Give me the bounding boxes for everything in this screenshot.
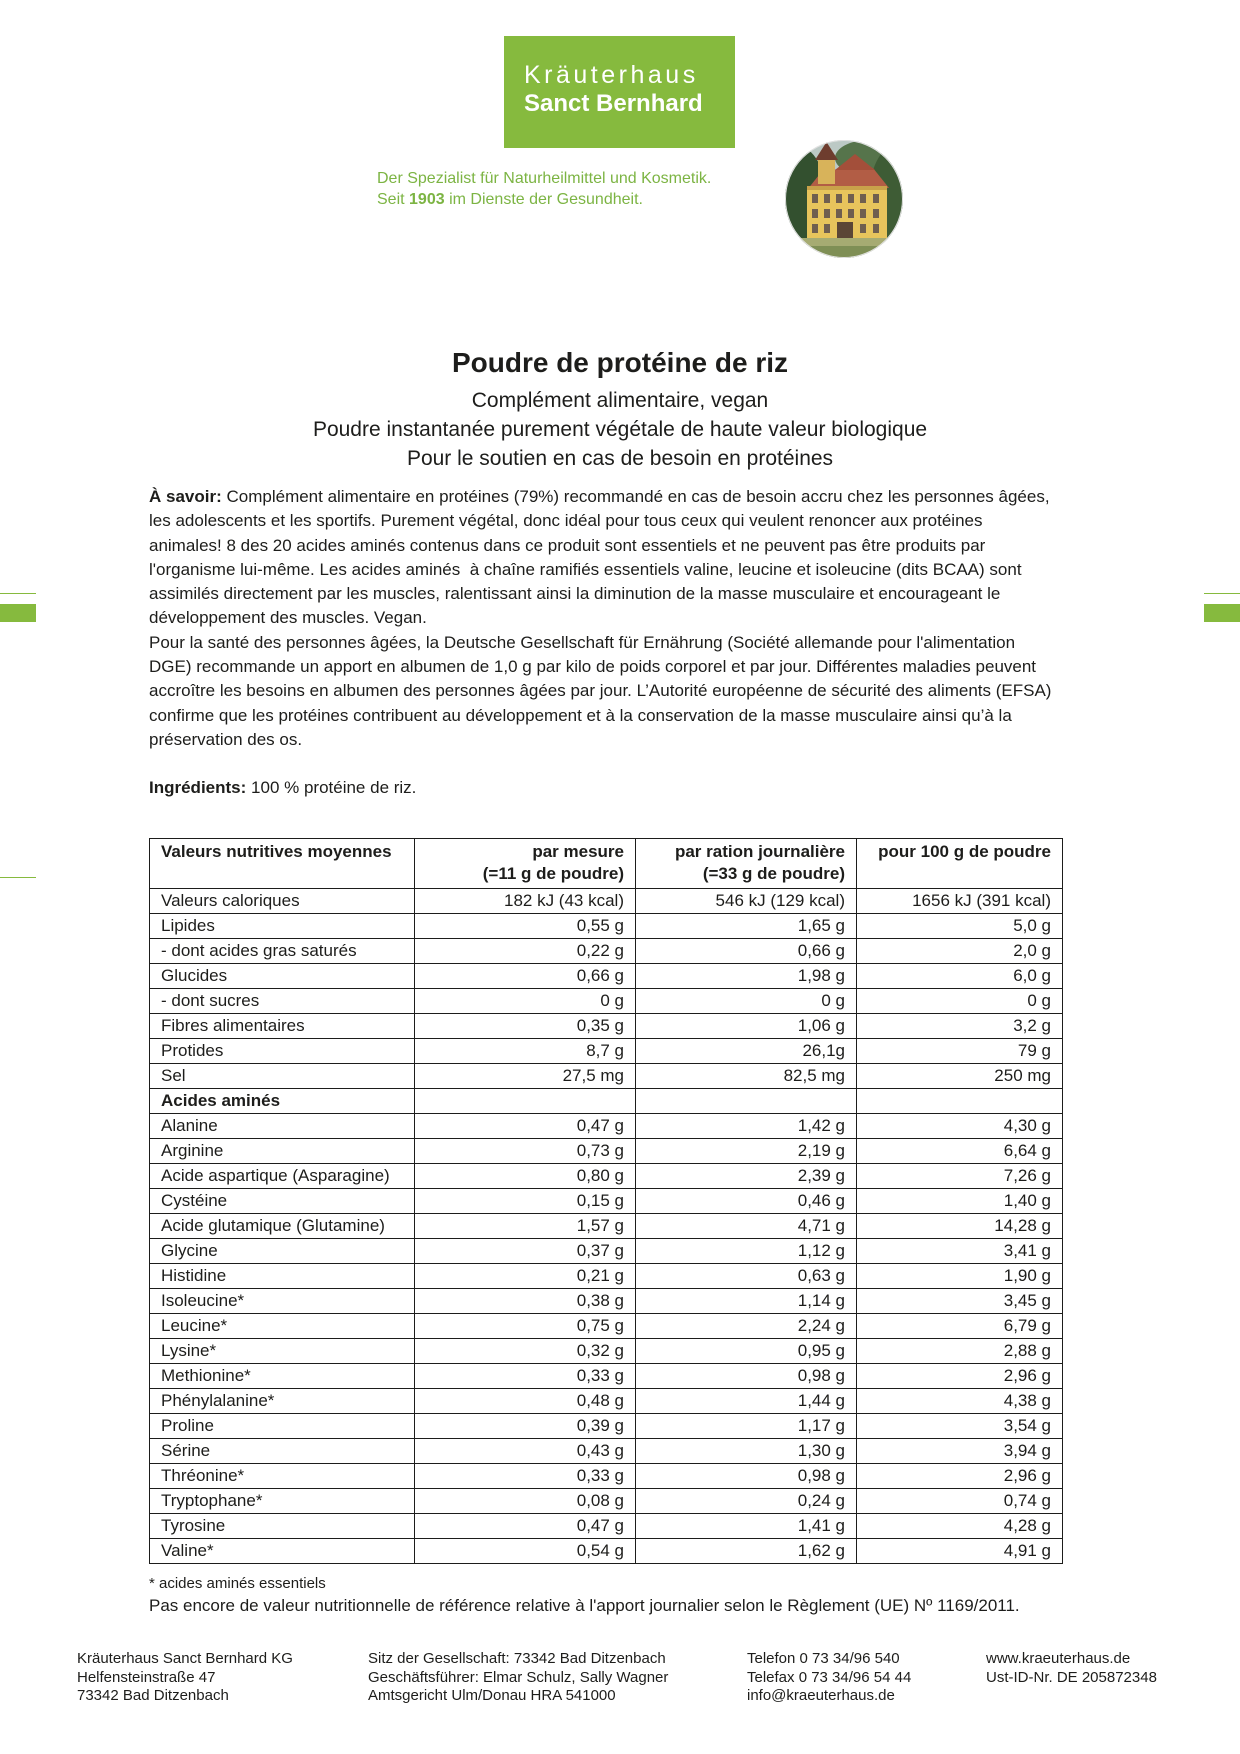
footer-line: Sitz der Gesellschaft: 73342 Bad Ditzenbach — [368, 1650, 666, 1667]
per-day-cell: 1,14 g — [636, 1289, 857, 1314]
footer-line: Amtsgericht Ulm/Donau HRA 541000 — [368, 1687, 616, 1704]
table-row — [150, 1264, 1063, 1289]
header-nutrient — [150, 839, 415, 889]
per-day-cell: 0,98 g — [636, 1364, 857, 1389]
header-text: par ration journalière — [674, 842, 845, 861]
table-row — [150, 1339, 1063, 1364]
per-day-cell: 26,1g — [636, 1039, 857, 1064]
per-day-cell: 1,65 g — [636, 914, 857, 939]
intro-line — [149, 485, 1051, 509]
per-100g-cell: 4,91 g — [857, 1539, 1063, 1564]
per-dose-cell: 0,32 g — [415, 1339, 636, 1364]
per-day-cell: 0,98 g — [636, 1464, 857, 1489]
per-dose-cell: 182 kJ (43 kcal) — [415, 889, 636, 914]
nutrition-table — [149, 838, 1063, 1564]
per-100g-cell: 1656 kJ (391 kcal) — [857, 889, 1063, 914]
brand-logo — [504, 36, 735, 148]
table-row — [150, 1189, 1063, 1214]
nutrient-name-cell: Glycine — [150, 1239, 415, 1264]
nutrient-name-cell: Valeurs caloriques — [150, 889, 415, 914]
per-day-cell: 0,46 g — [636, 1189, 857, 1214]
header-text: par mesure — [532, 842, 624, 861]
header-text: pour 100 g de poudre — [878, 842, 1051, 861]
intro-paragraph — [149, 485, 1051, 752]
nutrient-name-cell: Tryptophane* — [150, 1489, 415, 1514]
nutrient-name-cell: Fibres alimentaires — [150, 1014, 415, 1039]
ingredients-text: 100 % protéine de riz. — [251, 778, 417, 797]
intro-label: À savoir: — [149, 487, 222, 506]
nutrient-name-cell: Acide glutamique (Glutamine) — [150, 1214, 415, 1239]
nutrient-name-cell: Valine* — [150, 1539, 415, 1564]
per-dose-cell: 0,75 g — [415, 1314, 636, 1339]
per-100g-cell: 4,30 g — [857, 1114, 1063, 1139]
per-day-cell: 1,06 g — [636, 1014, 857, 1039]
per-100g-cell: 2,96 g — [857, 1364, 1063, 1389]
footer-phone: Telefon 0 73 34/96 540 — [747, 1650, 900, 1667]
table-row — [150, 939, 1063, 964]
footer-line: 73342 Bad Ditzenbach — [77, 1687, 229, 1704]
nutrient-name-cell: Acides aminés — [150, 1089, 415, 1114]
per-100g-cell: 5,0 g — [857, 914, 1063, 939]
per-100g-cell: 2,96 g — [857, 1464, 1063, 1489]
footer-line: Helfensteinstraße 47 — [77, 1668, 216, 1686]
per-100g-cell: 250 mg — [857, 1064, 1063, 1089]
per-dose-cell: 0,37 g — [415, 1239, 636, 1264]
tagline-suffix: im Dienste der Gesundheit. — [449, 191, 643, 208]
header-per-day — [636, 839, 857, 889]
table-row — [150, 1064, 1063, 1089]
ingredients-label: Ingrédients: — [149, 778, 247, 797]
header-per-dose — [415, 839, 636, 889]
per-day-cell: 1,30 g — [636, 1439, 857, 1464]
per-100g-cell: 6,0 g — [857, 964, 1063, 989]
per-100g-cell: 3,54 g — [857, 1414, 1063, 1439]
per-100g-cell: 0,74 g — [857, 1489, 1063, 1514]
nutrition-table-body — [150, 889, 1063, 1564]
building-photo — [785, 140, 903, 258]
nutrient-name-cell: Lipides — [150, 914, 415, 939]
nutrient-name-cell: - dont sucres — [150, 989, 415, 1014]
table-row — [150, 889, 1063, 914]
founding-year: 1903 — [409, 191, 445, 208]
per-day-cell: 1,12 g — [636, 1239, 857, 1264]
per-100g-cell: 2,88 g — [857, 1339, 1063, 1364]
table-row — [150, 1414, 1063, 1439]
punch-mark — [0, 877, 36, 878]
per-dose-cell: 0,47 g — [415, 1514, 636, 1539]
fold-mark — [1204, 604, 1240, 622]
per-dose-cell: 0,55 g — [415, 914, 636, 939]
footnote: * acides aminés essentiels — [149, 1575, 326, 1592]
dge-line: préservation des os. — [149, 729, 303, 749]
per-100g-cell: 79 g — [857, 1039, 1063, 1064]
ingredients-line — [149, 776, 416, 800]
table-notes — [149, 1574, 1062, 1618]
table-section-row — [150, 1089, 1063, 1114]
fold-mark — [1204, 593, 1240, 594]
nutrient-name-cell: Glucides — [150, 964, 415, 989]
table-header-row — [150, 839, 1063, 889]
per-dose-cell: 0,35 g — [415, 1014, 636, 1039]
per-100g-cell: 14,28 g — [857, 1214, 1063, 1239]
footer-company — [77, 1650, 293, 1706]
per-day-cell: 1,17 g — [636, 1414, 857, 1439]
nutrient-name-cell: Alanine — [150, 1114, 415, 1139]
brand-name-line2: Sanct Bernhard — [524, 90, 703, 117]
nutrient-name-cell: Sel — [150, 1064, 415, 1089]
per-dose-cell: 0,22 g — [415, 939, 636, 964]
per-dose-cell: 0,73 g — [415, 1139, 636, 1164]
per-day-cell: 82,5 mg — [636, 1064, 857, 1089]
table-row — [150, 1139, 1063, 1164]
per-day-cell: 546 kJ (129 kcal) — [636, 889, 857, 914]
nutrient-name-cell: Proline — [150, 1414, 415, 1439]
table-row — [150, 1514, 1063, 1539]
per-100g-cell: 6,64 g — [857, 1139, 1063, 1164]
product-title: Poudre de protéine de riz — [451, 347, 789, 378]
per-dose-cell: 0,33 g — [415, 1464, 636, 1489]
table-row — [150, 989, 1063, 1014]
nutrient-name-cell: Phénylalanine* — [150, 1389, 415, 1414]
per-dose-cell: 0,80 g — [415, 1164, 636, 1189]
per-dose-cell: 0,48 g — [415, 1389, 636, 1414]
nutrient-name-cell: Arginine — [150, 1139, 415, 1164]
table-row — [150, 1314, 1063, 1339]
per-dose-cell: 0,08 g — [415, 1489, 636, 1514]
per-dose-cell: 8,7 g — [415, 1039, 636, 1064]
footer-line: Kräuterhaus Sanct Bernhard KG — [77, 1650, 293, 1667]
per-dose-cell: 0,66 g — [415, 964, 636, 989]
footer-email: info@kraeuterhaus.de — [747, 1687, 895, 1704]
per-dose-cell: 0,47 g — [415, 1114, 636, 1139]
per-100g-cell: 1,40 g — [857, 1189, 1063, 1214]
table-row — [150, 1289, 1063, 1314]
per-day-cell: 0,24 g — [636, 1489, 857, 1514]
per-100g-cell — [857, 1089, 1063, 1114]
per-dose-cell: 27,5 mg — [415, 1064, 636, 1089]
footer-vat-id: Ust-ID-Nr. DE 205872348 — [986, 1668, 1157, 1686]
dge-line: accroître les besoins en albumen des personnes âgées par jour. L’Autorité européenne de sécurité des aliments (EFSA) — [149, 681, 1052, 701]
intro-line: assimilés directement par les muscles, ralentissant ainsi la diminution de la masse musculaire et encourageant le — [149, 584, 1001, 604]
per-dose-cell: 0,43 g — [415, 1439, 636, 1464]
per-dose-cell: 0 g — [415, 989, 636, 1014]
table-row — [150, 1014, 1063, 1039]
footer-legal — [368, 1650, 668, 1706]
fold-mark — [0, 604, 36, 622]
footer-fax: Telefax 0 73 34/96 54 44 — [747, 1668, 912, 1686]
dge-line: Pour la santé des personnes âgées, la Deutsche Gesellschaft für Ernährung (Société allemande pour l'alimentation — [149, 632, 1016, 652]
nutrient-name-cell: Cystéine — [150, 1189, 415, 1214]
table-row — [150, 964, 1063, 989]
per-day-cell: 2,24 g — [636, 1314, 857, 1339]
per-100g-cell: 1,90 g — [857, 1264, 1063, 1289]
per-day-cell: 0,66 g — [636, 939, 857, 964]
product-heading — [0, 345, 1240, 473]
per-dose-cell — [415, 1089, 636, 1114]
regulation-note: Pas encore de valeur nutritionnelle de référence relative à l'apport journalier selon le Règlement (UE) Nº 1169/2011. — [149, 1596, 1020, 1615]
table-row — [150, 1164, 1063, 1189]
product-subtitle: Pour le soutien en cas de besoin en protéines — [406, 447, 834, 470]
per-day-cell: 1,62 g — [636, 1539, 857, 1564]
per-dose-cell: 0,39 g — [415, 1414, 636, 1439]
per-100g-cell: 6,79 g — [857, 1314, 1063, 1339]
per-day-cell: 4,71 g — [636, 1214, 857, 1239]
product-subtitles — [0, 386, 1240, 473]
dge-line: DGE) recommande un apport en albumen de 1,0 g par kilo de poids corporel et par jour. Différentes maladies peuvent — [149, 657, 1037, 677]
nutrient-name-cell: Acide aspartique (Asparagine) — [150, 1164, 415, 1189]
header-subtext: (=33 g de poudre) — [702, 864, 845, 883]
nutrient-name-cell: - dont acides gras saturés — [150, 939, 415, 964]
per-day-cell: 1,44 g — [636, 1389, 857, 1414]
nutrient-name-cell: Thréonine* — [150, 1464, 415, 1489]
per-100g-cell: 3,45 g — [857, 1289, 1063, 1314]
per-100g-cell: 4,28 g — [857, 1514, 1063, 1539]
table-row — [150, 1539, 1063, 1564]
intro-line: l'organisme lui-même. Les acides aminés à chaîne ramifiés essentiels valine, leucine et isoleucine (dits BCAA) sont — [149, 559, 1022, 579]
footer-web — [986, 1650, 1157, 1687]
per-100g-cell: 4,38 g — [857, 1389, 1063, 1414]
nutrient-name-cell: Leucine* — [150, 1314, 415, 1339]
tagline-line1: Der Spezialist für Naturheilmittel und Kosmetik. — [377, 170, 712, 187]
table-row — [150, 1389, 1063, 1414]
per-day-cell: 0,95 g — [636, 1339, 857, 1364]
intro-line: animales! 8 des 20 acides aminés contenus dans ce produit sont essentiels et ne peuvent pas être produits par — [149, 535, 986, 555]
per-dose-cell: 0,15 g — [415, 1189, 636, 1214]
per-100g-cell: 7,26 g — [857, 1164, 1063, 1189]
table-row — [150, 1489, 1063, 1514]
product-subtitle: Poudre instantanée purement végétale de haute valeur biologique — [312, 418, 928, 441]
tagline-line2 — [377, 189, 711, 210]
table-row — [150, 1364, 1063, 1389]
per-dose-cell: 0,38 g — [415, 1289, 636, 1314]
intro-text: Complément alimentaire en protéines (79%) recommandé en cas de besoin accru chez les personnes âgées, — [226, 487, 1050, 506]
nutrient-name-cell: Histidine — [150, 1264, 415, 1289]
nutrient-name-cell: Lysine* — [150, 1339, 415, 1364]
per-day-cell: 2,19 g — [636, 1139, 857, 1164]
nutrient-name-cell: Methionine* — [150, 1364, 415, 1389]
per-dose-cell: 1,57 g — [415, 1214, 636, 1239]
per-100g-cell: 3,2 g — [857, 1014, 1063, 1039]
per-day-cell: 0 g — [636, 989, 857, 1014]
per-day-cell: 2,39 g — [636, 1164, 857, 1189]
intro-line: développement des muscles. Vegan. — [149, 608, 427, 628]
per-dose-cell: 0,33 g — [415, 1364, 636, 1389]
per-dose-cell: 0,21 g — [415, 1264, 636, 1289]
footer-line: Geschäftsführer: Elmar Schulz, Sally Wagner — [368, 1668, 669, 1686]
table-row — [150, 1114, 1063, 1139]
header-subtext: (=11 g de poudre) — [482, 864, 624, 883]
per-100g-cell: 3,41 g — [857, 1239, 1063, 1264]
brand-name-line1: Kräuterhaus — [524, 61, 699, 89]
dge-line: confirme que les protéines contribuent au développement et à la conservation de la masse musculaire ainsi qu’à la — [149, 705, 1012, 725]
footer-website: www.kraeuterhaus.de — [986, 1650, 1131, 1667]
per-100g-cell: 3,94 g — [857, 1439, 1063, 1464]
table-row — [150, 1214, 1063, 1239]
table-row — [150, 1464, 1063, 1489]
per-day-cell: 1,42 g — [636, 1114, 857, 1139]
table-row — [150, 1239, 1063, 1264]
tagline-prefix: Seit — [377, 191, 405, 208]
nutrient-name-cell: Tyrosine — [150, 1514, 415, 1539]
per-100g-cell: 0 g — [857, 989, 1063, 1014]
table-row — [150, 1439, 1063, 1464]
nutrition-section — [149, 838, 1062, 1618]
per-day-cell — [636, 1089, 857, 1114]
per-day-cell: 0,63 g — [636, 1264, 857, 1289]
header-text: Valeurs nutritives moyennes — [161, 842, 392, 861]
footer-contact — [747, 1650, 911, 1706]
table-row — [150, 1039, 1063, 1064]
per-dose-cell: 0,54 g — [415, 1539, 636, 1564]
product-subtitle: Complément alimentaire, vegan — [471, 389, 769, 412]
nutrient-name-cell: Isoleucine* — [150, 1289, 415, 1314]
per-100g-cell: 2,0 g — [857, 939, 1063, 964]
per-day-cell: 1,41 g — [636, 1514, 857, 1539]
intro-line: les adolescents et les sportifs. Purement végétal, donc idéal pour tous ceux qui veulent renoncer aux protéines — [149, 511, 983, 531]
nutrient-name-cell: Sérine — [150, 1439, 415, 1464]
header-per-100g — [857, 839, 1063, 889]
tagline — [377, 168, 711, 210]
fold-mark — [0, 593, 36, 594]
table-row — [150, 914, 1063, 939]
nutrient-name-cell: Protides — [150, 1039, 415, 1064]
per-day-cell: 1,98 g — [636, 964, 857, 989]
